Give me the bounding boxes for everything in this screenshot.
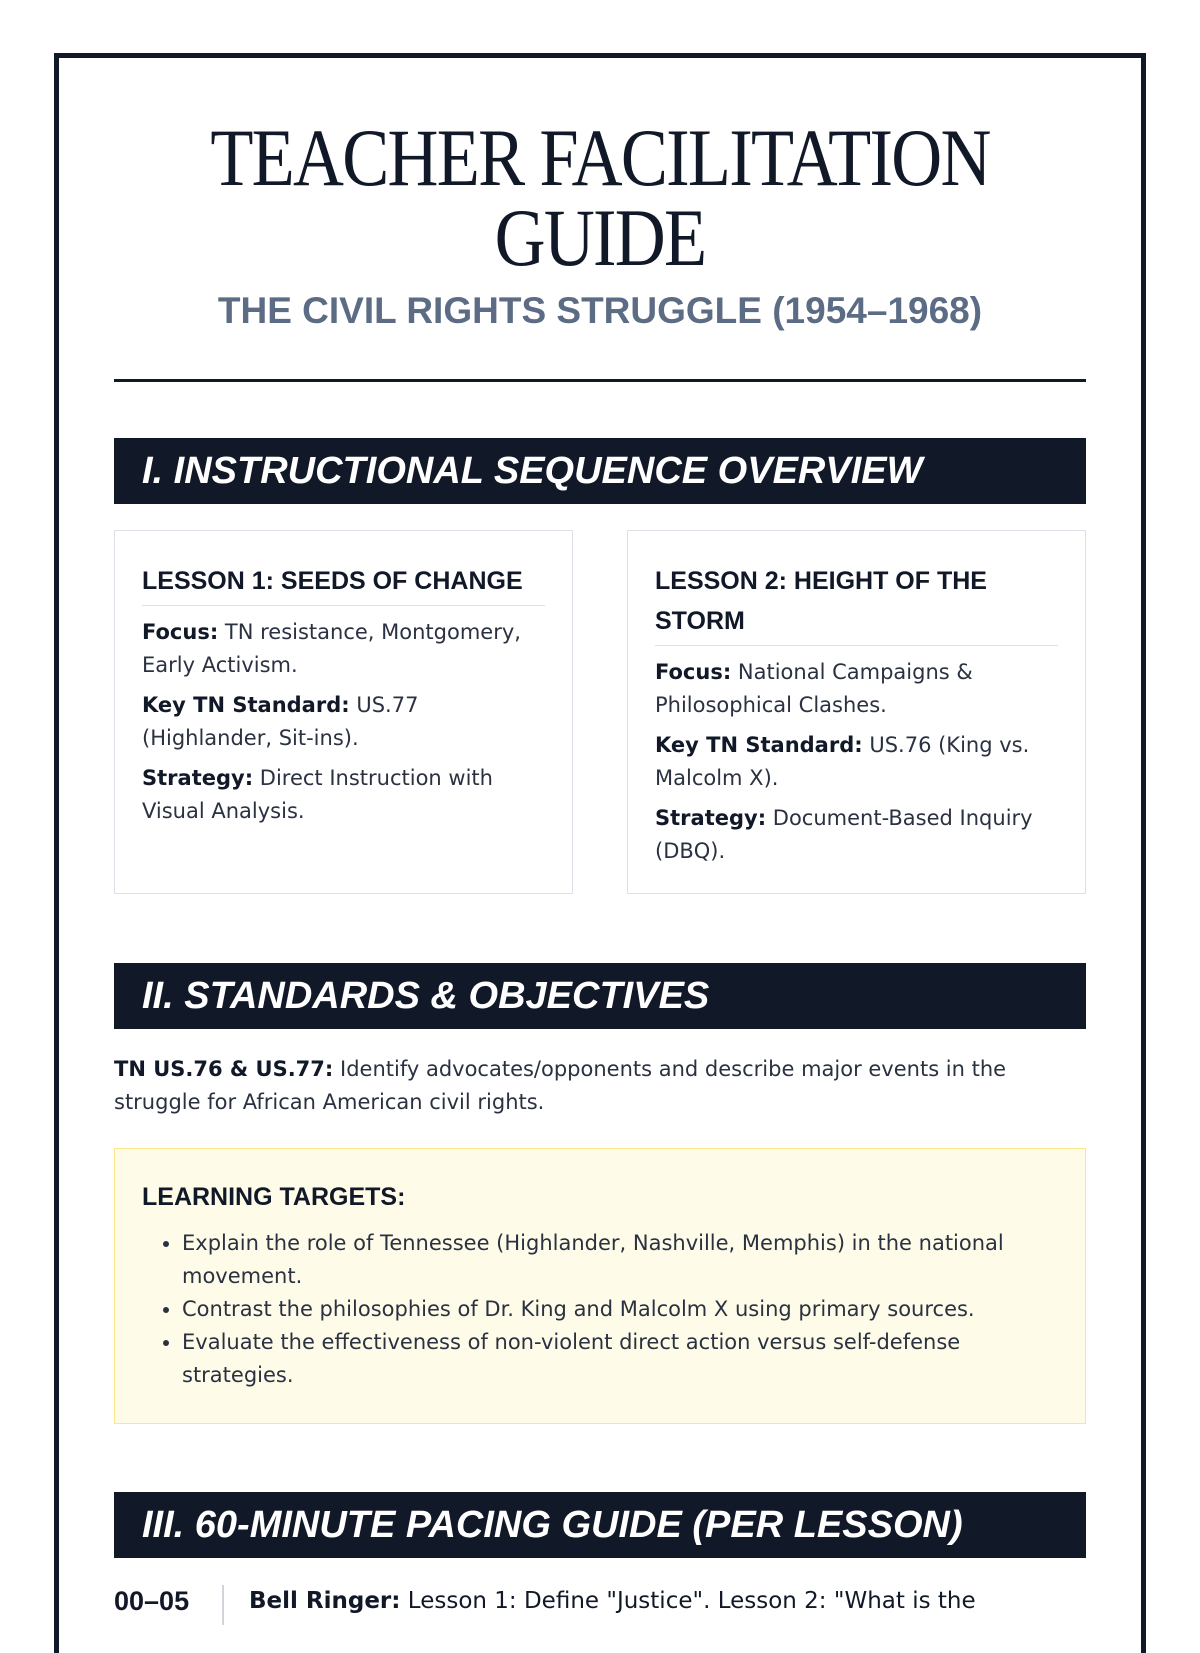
list-item: • Explain the role of Tennessee (Highlander, Nashville, Memphis) in the national movement. xyxy=(182,1227,1058,1293)
focus-text: National Campaigns & Philosophical Clashes. xyxy=(655,660,973,717)
section-standards-heading: II. STANDARDS & OBJECTIVES xyxy=(114,963,1086,1029)
pacing-label: Bell Ringer: xyxy=(249,1588,401,1614)
strategy-text: Direct Instruction with Visual Analysis. xyxy=(142,766,493,823)
learning-targets-title: LEARNING TARGETS: xyxy=(142,1183,406,1211)
focus-text: TN resistance, Montgomery, Early Activism. xyxy=(142,620,521,677)
list-item: • Evaluate the effectiveness of non-violent direct action versus self-defense strategies. xyxy=(182,1326,1058,1392)
strategy-label: Strategy: xyxy=(142,766,254,790)
lesson-2-title: LESSON 2: HEIGHT OF THE STORM xyxy=(655,561,1058,646)
lesson-card-1 xyxy=(114,530,573,894)
standard-text: US.76 (King vs. Malcolm X). xyxy=(655,733,1030,790)
lesson-1-standard xyxy=(142,689,545,755)
lesson-card-2 xyxy=(627,530,1086,894)
learning-targets-list xyxy=(142,1227,1058,1392)
standard-text: US.77 (Highlander, Sit-ins). xyxy=(142,693,419,750)
page-title: TEACHER FACILITATION GUIDE xyxy=(210,112,990,283)
standards-description: Identify advocates/opponents and describe major events in the struggle for African American civil rights. xyxy=(114,1057,1007,1114)
pacing-text: Lesson 1: Define "Justice". Lesson 2: "What is the xyxy=(407,1588,976,1614)
lesson-2-standard xyxy=(655,729,1058,795)
pacing-time: 00–05 xyxy=(114,1586,190,1616)
lesson-1-title: LESSON 1: SEEDS OF CHANGE xyxy=(142,561,545,606)
lesson-2-focus xyxy=(655,656,1058,722)
pacing-divider xyxy=(222,1585,224,1625)
learning-targets-box xyxy=(114,1148,1086,1424)
pacing-description xyxy=(249,1585,976,1618)
focus-label: Focus: xyxy=(655,660,732,684)
standard-label: Key TN Standard: xyxy=(655,733,863,757)
pacing-row xyxy=(114,1585,1086,1625)
strategy-label: Strategy: xyxy=(655,806,767,830)
standard-label: Key TN Standard: xyxy=(142,693,350,717)
lesson-1-strategy xyxy=(142,762,545,828)
title-divider xyxy=(114,379,1086,382)
page-subtitle: THE CIVIL RIGHTS STRUGGLE (1954–1968) xyxy=(217,290,983,331)
list-item: • Contrast the philosophies of Dr. King and Malcolm X using primary sources. xyxy=(182,1293,1058,1326)
lesson-1-focus xyxy=(142,616,545,682)
focus-label: Focus: xyxy=(142,620,219,644)
section-overview-heading: I. INSTRUCTIONAL SEQUENCE OVERVIEW xyxy=(114,438,1086,504)
standards-statement xyxy=(114,1053,1086,1119)
section-pacing-heading: III. 60-MINUTE PACING GUIDE (PER LESSON) xyxy=(114,1492,1086,1558)
strategy-text: Document-Based Inquiry (DBQ). xyxy=(655,806,1033,863)
lesson-2-strategy xyxy=(655,802,1058,868)
standards-label: TN US.76 & US.77: xyxy=(114,1057,334,1081)
